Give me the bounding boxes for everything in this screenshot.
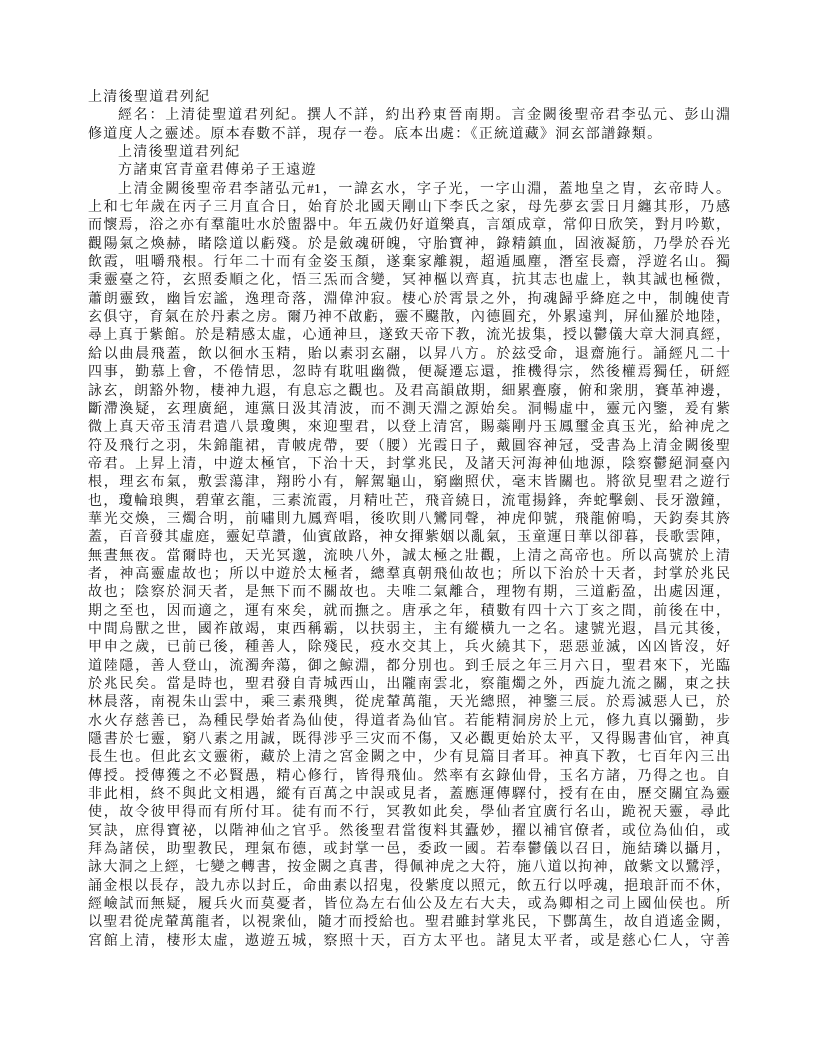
text-line: 隱書於七靈，窮八素之用誠，既得涉乎三灾而不傷，又必觀更始於太平，又得賜書仙官，神真	[88, 732, 730, 748]
text-line: 冥訣，庶得寶祕，以階神仙之官乎。然後聖君當復料其蠹妙，擢以補官僚者，或位為仙伯，或	[88, 823, 730, 839]
text-line: 誦金根以長存，設九赤以封丘，命曲素以招鬼，役紫度以照元，飲五行以呼魂，挹琅訐而不休，	[88, 878, 730, 894]
text-line: 林晨落，南視朱山雲中，乘三素飛輿，從虎輦萬龍，天光總照，神鑒三辰。於焉滅惡人已，於	[88, 695, 730, 711]
text-line: 道陸隱，善人登山，流濁奔蕩，御之鯨淵，都分別也。到壬辰之年三月六日，聖君來下，光臨	[88, 658, 730, 674]
text-line: 帝君。上昇上清，中遊太極官，下治十天，封掌兆民，及諸天河海神仙地源，陰察鬱絕洞臺內	[88, 456, 730, 472]
text-line: 秉靈臺之符，玄照委順之化，悟三炁而含變，冥神樞以齊真，抗其志也虛上，執其誠也極微，	[88, 273, 730, 289]
document-title: 上清後聖道君列紀	[88, 90, 211, 105]
text-line: 飲霞，咀嚼飛根。行年二十而有金姿玉顏，遂棄家離親，超遁風塵，潛室長齋，浮遊名山。獨	[88, 255, 730, 271]
text-line: 者，神高靈虛故也；所以中遊於太極者，總羣真朝飛仙故也；所以下治於十天者，封掌於兆民	[88, 566, 730, 582]
text-line: 上清金闕後聖帝君李諸弘元#1，一諱玄水，字子光，一字山淵，蓋地皇之胄，玄帝時人。	[118, 181, 730, 197]
text-line: 符及飛行之羽，朱錦龍裙，青帔虎帶，要（腰）光霞日子，戴圓容神冠，受書為上清金闕後聖	[88, 438, 730, 454]
text-line: 尋上真于紫館。於是精感太虛，心通神旦，遂致天帝下教，流光拔集，授以鬱儀大章大洞真經，	[88, 328, 730, 344]
text-line: 蓋，百音發其虛庭，靈妃草讚，仙賓啟路，神女揮紫姻以亂氣，玉童運日華以卻暮，長歌雲陣，	[88, 530, 730, 546]
text-line: 而懷焉，浴之亦有羣龍吐水於盥器中。年五歲仍好道樂真，言頌成章，常仰日欣笑，對月吟歎，	[88, 218, 730, 234]
text-line: 期之至也，因而適之，運有來矣，就而撫之。唐承之年，積數有四十六丁亥之間，前後在中，	[88, 603, 730, 619]
text-line: 經嶮試而無疑，履兵火而莫憂者，皆位為左右仙公及左右大夫，或為卿相之司上國仙侯也。所	[88, 897, 730, 913]
text-line: 四事，勤慕上會，不倦情思，忽時有耽咀幽微，便凝遷忘還，推機得宗，然後權焉獨任，研經	[88, 365, 730, 381]
text-line: 修道度人之靈述。原本春數不詳，現存一卷。底本出處：《正統道藏》洞玄部譜錄類。	[88, 126, 663, 142]
text-line: 使，故令彼甲得而有所付耳。徒有而不行，冥教如此矣，學仙者宜廣行名山，跪祝天靈，尋此	[88, 805, 730, 821]
text-line: 宮館上清，棲形太虛，遨遊五城，察照十天，百方太平也。諸見太平者，或是慈心仁人，守善	[88, 933, 730, 949]
text-line: 玄俱守，育氣在於丹素之房。爾乃神不啟虧，靈不飋散，內德圓充，外累遠判，屏仙羅於地陸，	[88, 310, 730, 326]
text-line: 斷滯渙疑，玄理廣絕，連黨日汲其清波，而不測天淵之源始矣。洞暢虛中，靈元內鑒，爰有紫	[88, 401, 730, 417]
text-line: 傳授。授傳獲之不必賢愚，精心修行，皆得飛仙。然率有玄錄仙骨，玉名方諸，乃得之也。自	[88, 768, 730, 784]
text-line: 故也；陰察於洞天者，是無下而不關故也。夫唯二氣離合，理物有期，三道虧盈，出處因運，	[88, 585, 730, 601]
text-line: 水火存慈善已，為種民學始者為仙使，得道者為仙官。若能精洞房於上元，修九真以彌勤，步	[88, 713, 730, 729]
text-line: 長生也。但此玄文靈術，藏於上清之宮金闕之中，少有見篇目者耳。神真下教，七百年內三出	[88, 750, 730, 766]
text-line: 觀陽氣之煥赫，睹陰道以虧殘。於是斂魂研魄，守胎寶神，錄精鎮血，固液凝筋，乃學於吞光	[88, 236, 730, 252]
text-block	[88, 89, 730, 951]
text-line: 蕭朗靈致，幽旨宏謐，逸理奇落，淵偉沖寂。棲心於霄景之外，拘魂歸乎絳庭之中，制魄使青	[88, 291, 730, 307]
text-line: 方諸東宮青童君傳弟子王遠遊	[118, 163, 317, 179]
text-line: 無晝無夜。當爾時也，天光冥邈，流映八外，誠太極之壯觀，上清之高帝也。所以高號於上清	[88, 548, 730, 564]
text-line: 上清後聖道君列紀	[118, 145, 241, 161]
text-line: 上和七年歲在丙子三月直合日，始育於北國天剛山下李氏之家，母先夢玄雲日月纏其形，乃感	[88, 200, 730, 216]
text-line: 拜為諸侯，助聖教民，理氣布德，或封掌一邑，委政一國。若奉鬱儀以召日，施結璘以攝月，	[88, 842, 730, 858]
text-line: 給以曲晨飛蓋，飲以徊水玉精，貽以素羽玄翮，以昇八方。於玆受命，退齋施行。誦經凡二十	[88, 346, 730, 362]
text-line: 中間烏獸之世，國祚啟竭，東西稱霸，以扶弱主，主有縱橫九一之名。逮號光遐，昌元其後，	[88, 621, 730, 637]
text-line: 以聖君從虎輦萬龍者，以視衆仙，隨才而授給也。聖君雖封掌兆民，下酆萬生，故自逍遙金闕，	[88, 915, 730, 931]
text-line: 華光交煥，三燭合明，前嘯則九鳳齊唱，後吹則八鸞同聲，神虎仰號，飛龍俯鳴，天鈞奏其旍	[88, 511, 730, 527]
text-line: 於兆民矣。當是時也，聖君發自青城西山，出隴南雲北，察龍燭之外，西旋九流之關，東之扶	[88, 677, 730, 692]
text-line: 微上真天帝玉清君遣八景瓊輿，來迎聖君，以登上清宮，賜蘂剛丹玉鳳璽金真玉光，給神虎之	[88, 420, 730, 436]
text-line: 詠大洞之上經，七變之轉書，按金闕之真書，得佩神虎之大符，施八道以拘神，啟紫文以鷺浮，	[88, 860, 730, 876]
text-line: 詠玄，朗豁外物，棲神九遐，有息忘之觀也。及君高韻啟期，細累亹廢，俯和衆朋，賽革神邊，	[88, 383, 730, 399]
text-line: 也，瓊輪琅輿，碧葷玄龍，三素流霞，月精吐芒，飛音繞日，流電揚鋒，奔蛇擊劍、長牙激鐘，	[88, 493, 730, 509]
text-line: 甲申之歲，已前已後，種善人，除殘民，疫水交其上，兵火繞其下，惡惡並滅，凶凶皆沒，好	[88, 640, 730, 656]
text-line: 非此相，終不與此文相遇，縱有百萬之中誤或見者，蓋應運傳驛付，授有在由，歷交關宜為靈	[88, 787, 730, 803]
text-line: 根，理玄布氣，敷雲蕩津，翔盻小有，解駕龜山，窮幽照伏，毫末皆關也。將欲見聖君之遊行	[88, 475, 730, 491]
text-line: 經名：上清徒聖道君列紀。撰人不詳，約出矜東晉南期。言金闕後聖帝君李弘元、彭山淵	[118, 108, 730, 124]
